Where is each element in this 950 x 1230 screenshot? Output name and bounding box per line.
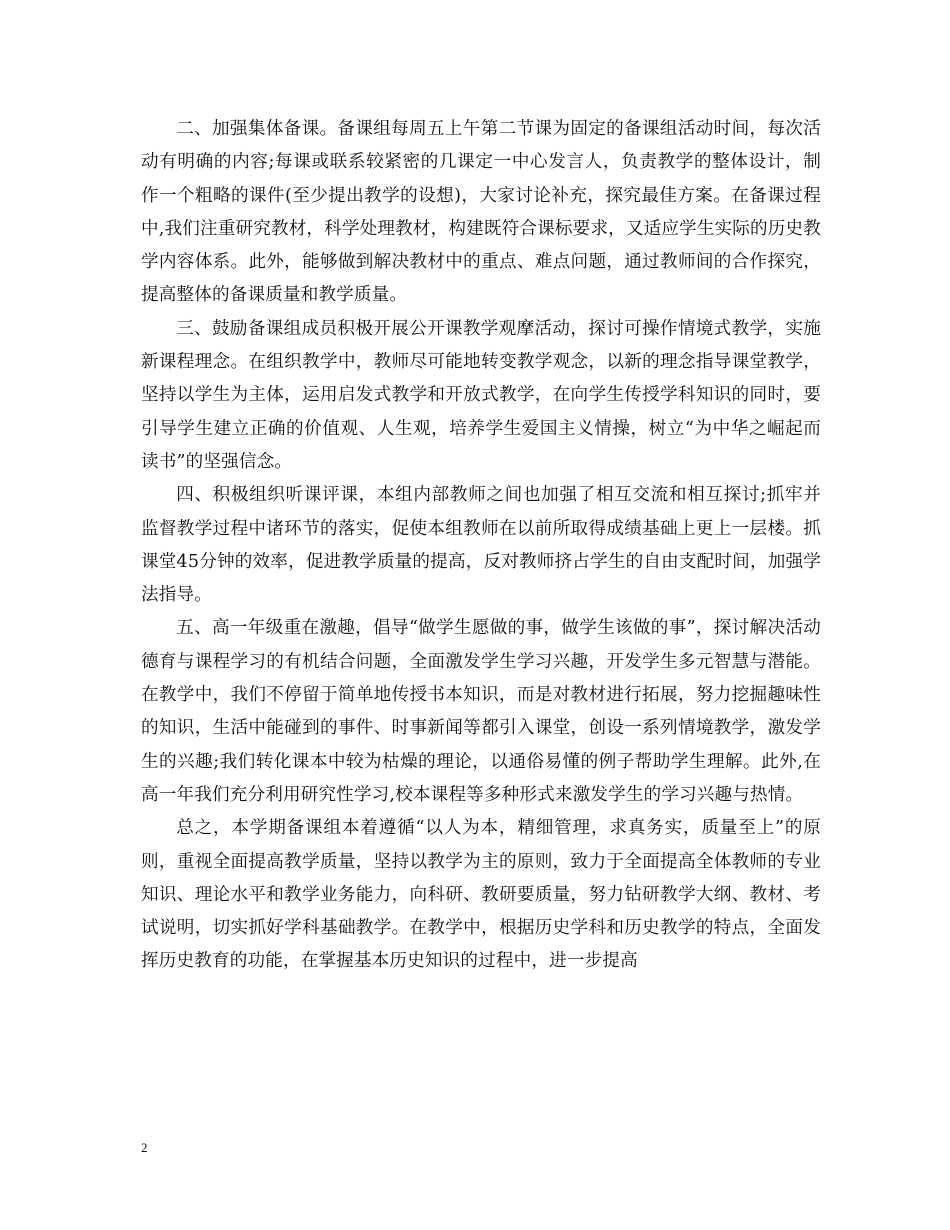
paragraph-grade-one-interest: 五、高一年级重在激趣，倡导“做学生愿做的事，做学生该做的事”，探讨解决活动德育与课程学习的有机结合问题，全面激发学生学习兴趣，开发学生多元智慧与潜能。在教学中，我们不停留于简单地传授书本知识，而是对教材进行拓展，努力挖掘趣味性的知识，生活中能碰到的事件、时事新闻等都引入课堂，创设一系列情境教学，激发学生的兴趣;我们转化课本中较为枯燥的理论，以通俗易懂的例子帮助学生理解。此外,在高一年我们充分利用研究性学习,校本课程等多种形式来激发学生的学习兴趣与热情。 xyxy=(141,618,821,805)
page-number: 2 xyxy=(141,1140,148,1155)
paragraph-collective-lesson-prep: 二、加强集体备课。备课组每周五上午第二节课为固定的备课组活动时间，每次活动有明确的内容;每课或联系较紧密的几课定一中心发言人，负责教学的整体设计，制作一个粗略的课件(至少提出教学的设想)，大家讨论补充，探究最佳方案。在备课过程中,我们注重研究教材，科学处理教材，构建既符合课标要求，又适应学生实际的历史教学内容体系。此外，能够做到解决教材中的重点、难点问题，通过教师间的合作探究，提高整体的备课质量和教学质量。 xyxy=(141,119,822,306)
paragraph-lesson-evaluation: 四、积极组织听课评课，本组内部教师之间也加强了相互交流和相互探讨;抓牢并监督教学过程中诸环节的落实，促使本组教师在以前所取得成绩基础上更上一层楼。抓课堂45分钟的效率，促进教学质量的提高，反对教师挤占学生的自由支配时间，加强学法指导。 xyxy=(141,485,821,606)
paragraph-summary: 总之，本学期备课组本着遵循“以人为本，精细管理，求真务实，质量至上”的原则，重视全面提高教学质量，坚持以教学为主的原则，致力于全面提高全体教师的专业知识、理论水平和教学业务能力，向科研、教研要质量，努力钻研教学大纲、教材、考试说明，切实抓好学科基础教学。在教学中，根据历史学科和历史教学的特点，全面发挥历史教育的功能，在掌握基本历史知识的过程中，进一步提高 xyxy=(141,818,821,972)
paragraph-open-class-observation: 三、鼓励备课组成员积极开展公开课教学观摩活动，探讨可操作情境式教学，实施新课程理念。在组织教学中，教师尽可能地转变教学观念，以新的理念指导课堂教学，坚持以学生为主体，运用启发式教学和开放式教学，在向学生传授学科知识的同时，要引导学生建立正确的价值观、人生观，培养学生爱国主义情操，树立“为中华之崛起而读书”的坚强信念。 xyxy=(141,318,821,472)
document-body xyxy=(141,113,821,979)
